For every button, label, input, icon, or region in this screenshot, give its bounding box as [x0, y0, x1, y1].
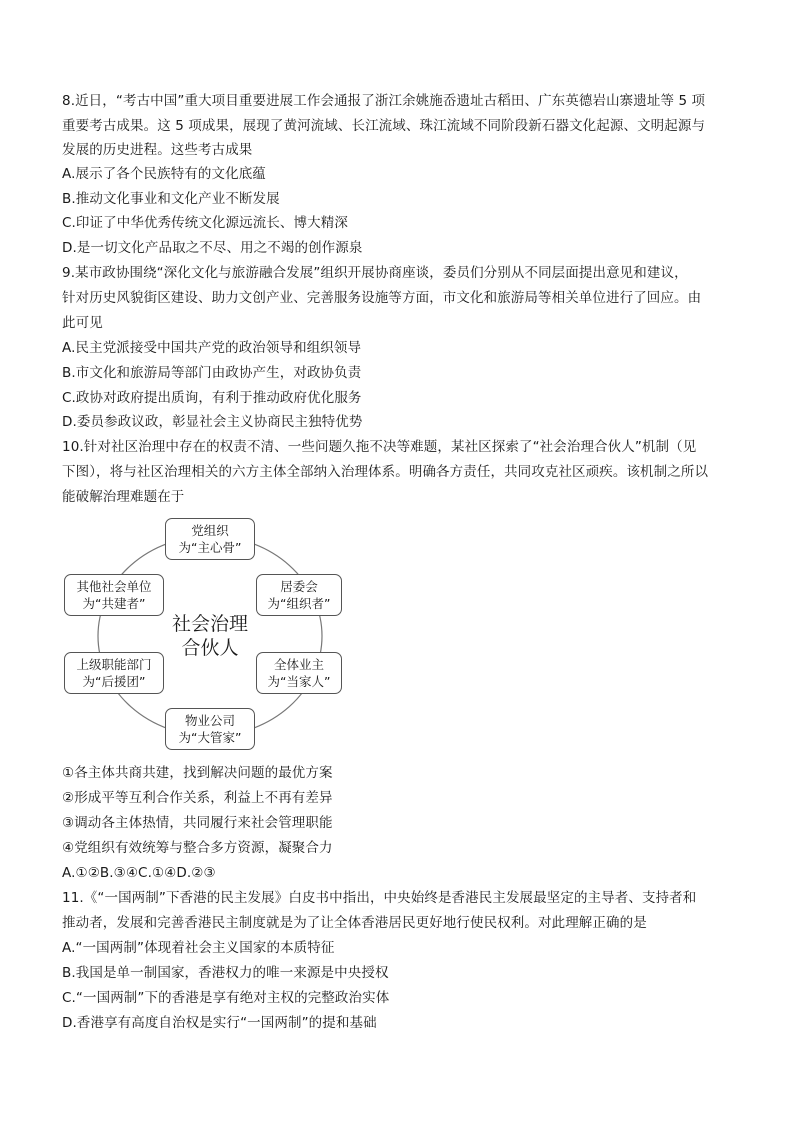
node-other-social-units	[64, 574, 164, 616]
q9-stem-line-1: 9.某市政协围绕“深化文化与旅游融合发展”组织开展协商座谈，委员们分别从不同层面提出意见和建议，	[62, 265, 688, 281]
q10-statement-3: ③调动各主体热情，共同履行来社会管理职能	[62, 815, 333, 831]
q10-stem-line-1: 10.针对社区治理中存在的权责不清、一些问题久拖不决等难题，某社区探索了“社会治理合伙人”机制（见	[62, 439, 697, 455]
node-other-social-units-role: 其他社会单位	[76, 579, 152, 594]
governance-partner-diagram	[60, 512, 360, 760]
q9-stem-line-3: 此可见	[62, 315, 103, 331]
q9-option-d: D.委员参政议政，彰显社会主义协商民主独特优势	[62, 414, 363, 430]
node-residents-committee-title: 为“组织者”	[267, 596, 331, 611]
node-property-company	[165, 708, 255, 750]
node-other-social-units-title: 为“共建者”	[82, 596, 146, 611]
q11-option-c: C.“一国两制”下的香港是享有绝对主权的完整政治实体	[62, 990, 390, 1006]
node-superior-departments-title: 为“后援团”	[82, 674, 146, 689]
diagram-center-label	[160, 612, 260, 660]
q11-option-a: A.“一国两制”体现着社会主义国家的本质特征	[62, 940, 335, 956]
node-residents-committee	[256, 574, 342, 616]
node-all-owners	[256, 652, 342, 694]
node-residents-committee-role: 居委会	[280, 579, 318, 594]
q11-stem-line-1: 11.《“一国两制”下香港的民主发展》白皮书中指出，中央始终是香港民主发展最坚定的主导者、支持者和	[62, 890, 697, 906]
q10-statement-2: ②形成平等互利合作关系，利益上不再有差异	[62, 790, 333, 806]
node-property-company-title: 为“大管家”	[178, 730, 242, 745]
q8-option-d: D.是一切文化产品取之不尽、用之不竭的创作源泉	[62, 240, 363, 256]
q8-option-b: B.推动文化事业和文化产业不断发展	[62, 191, 280, 207]
q11-option-d: D.香港享有高度自治权是实行“一国两制”的提和基础	[62, 1015, 377, 1031]
q11-stem-line-2: 推动者，发展和完善香港民主制度就是为了让全体香港居民更好地行使民权利。对此理解正确的是	[62, 915, 647, 931]
q10-stem-line-3: 能破解治理难题在于	[62, 489, 185, 505]
node-property-company-role: 物业公司	[184, 713, 235, 728]
q8-option-a: A.展示了各个民族特有的文化底蕴	[62, 166, 266, 182]
node-party-organization-role: 党组织	[191, 523, 229, 538]
node-all-owners-title: 为“当家人”	[267, 674, 331, 689]
node-superior-departments	[64, 652, 164, 694]
diagram-center-line-2: 合伙人	[181, 637, 239, 659]
q8-option-c: C.印证了中华优秀传统文化源远流长、博大精深	[62, 215, 348, 231]
q9-option-b: B.市文化和旅游局等部门由政协产生，对政协负责	[62, 365, 362, 381]
q9-stem-line-2: 针对历史风貌街区建设、助力文创产业、完善服务设施等方面，市文化和旅游局等相关单位进行了回应。由	[62, 290, 702, 306]
q10-options: A.①②B.③④C.①④D.②③	[62, 865, 216, 881]
q11-option-b: B.我国是单一制国家，香港权力的唯一来源是中央授权	[62, 965, 389, 981]
q9-option-a: A.民主党派接受中国共产党的政治领导和组织领导	[62, 340, 362, 356]
node-party-organization-title: 为“主心骨”	[178, 540, 242, 555]
q8-stem-line-1: 8.近日，“考古中国”重大项目重要进展工作会通报了浙江余姚施岙遗址古稻田、广东英德岩山寨遗址等 5 项	[62, 93, 706, 109]
q10-statement-4: ④党组织有效统筹与整合多方资源，凝聚合力	[62, 840, 333, 856]
q10-stem-line-2: 下图），将与社区治理相关的六方主体全部纳入治理体系。明确各方责任，共同攻克社区顽疾。该机制之所以	[62, 464, 709, 480]
node-superior-departments-role: 上级职能部门	[76, 657, 152, 672]
node-all-owners-role: 全体业主	[273, 657, 324, 672]
q8-stem-line-3: 发展的历史进程。这些考古成果	[62, 142, 253, 158]
diagram-center-line-1: 社会治理	[171, 613, 248, 635]
node-party-organization	[165, 518, 255, 560]
q8-stem-line-2: 重要考古成果。这 5 项成果，展现了黄河流域、长江流域、珠江流域不同阶段新石器文化起源、文明起源与	[62, 118, 706, 134]
q9-option-c: C.政协对政府提出质询，有利于推动政府优化服务	[62, 390, 362, 406]
q10-statement-1: ①各主体共商共建，找到解决问题的最优方案	[62, 765, 333, 781]
